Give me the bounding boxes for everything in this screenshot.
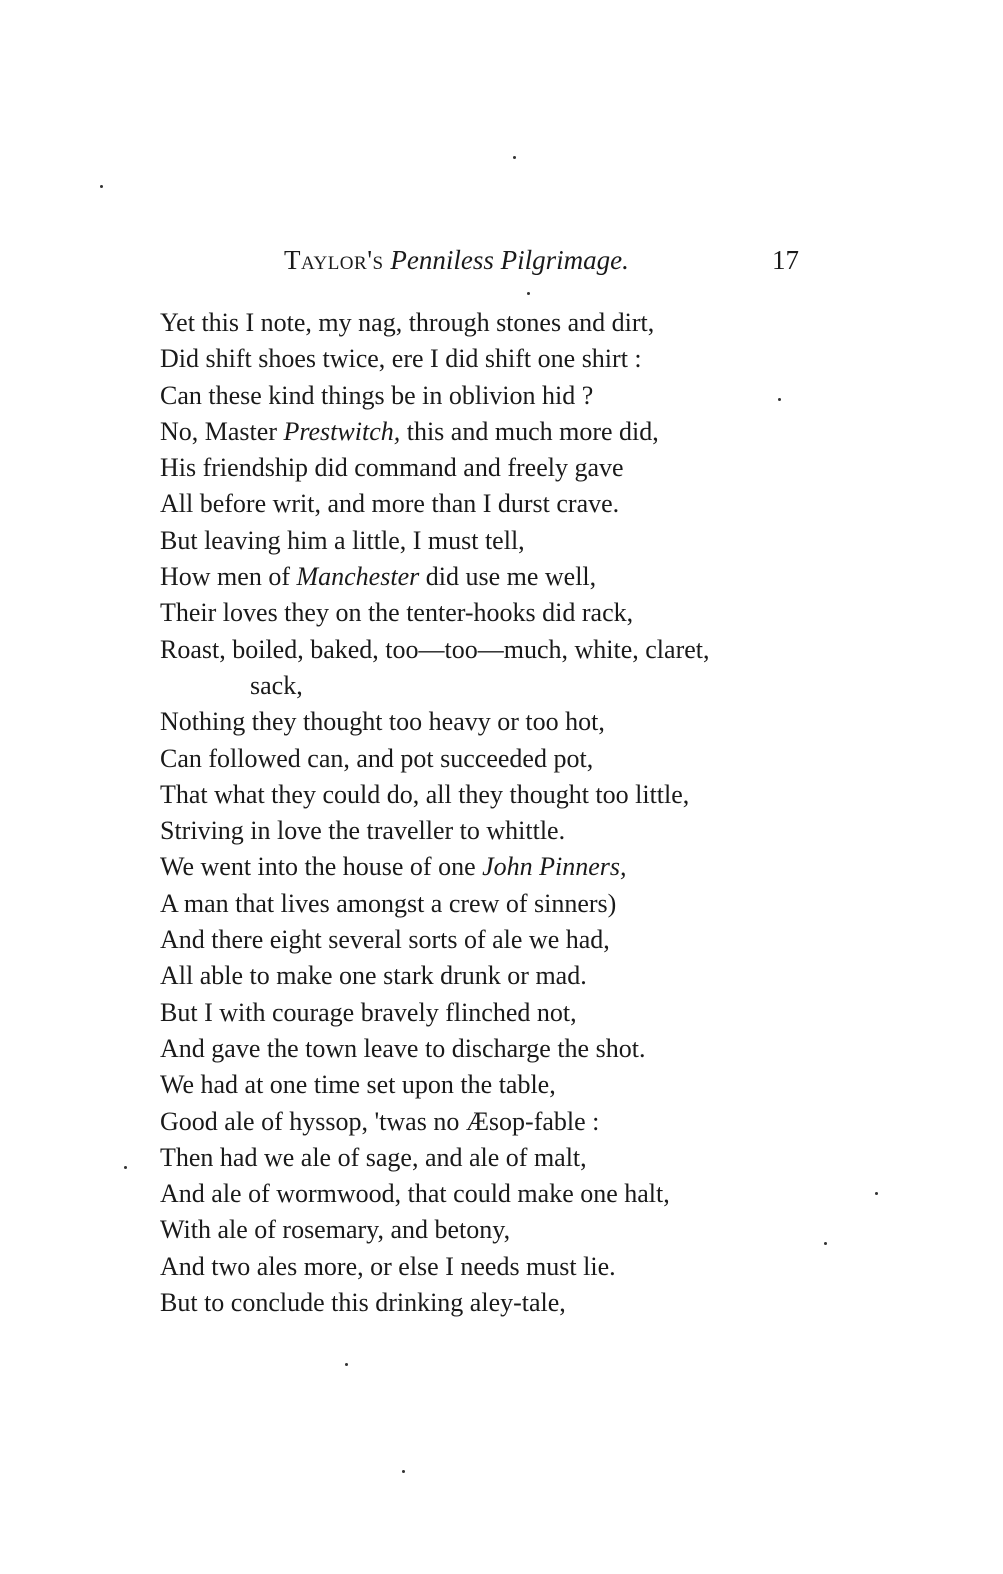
poem-line: [160, 1176, 860, 1212]
line-text: All able to make one stark drunk or mad.: [160, 961, 587, 991]
scan-speck: [124, 1166, 127, 1169]
line-text: Good ale of hyssop, 'twas no Æsop-fable :: [160, 1106, 600, 1136]
scan-speck: [875, 1192, 878, 1195]
scan-speck: [824, 1242, 827, 1245]
poem-line: [160, 777, 860, 813]
poem-line: [160, 1067, 860, 1103]
line-text: Can followed can, and pot succeeded pot,: [160, 743, 594, 773]
scan-speck: [527, 292, 530, 295]
line-text: But I with courage bravely flinched not,: [160, 997, 577, 1027]
scan-speck: [778, 398, 781, 401]
poem-line: [160, 886, 860, 922]
line-text: this and much more did,: [400, 416, 659, 446]
italic-name: Manchester: [296, 562, 420, 592]
poem-line: [160, 704, 860, 740]
line-text: With ale of rosemary, and betony,: [160, 1215, 511, 1245]
running-head: [284, 240, 629, 280]
line-text: But leaving him a little, I must tell,: [160, 525, 525, 555]
line-text: did use me well,: [419, 562, 597, 592]
line-text: Can these kind things be in oblivion hid ?: [160, 380, 594, 410]
line-text: Yet this I note, my nag, through stones and dirt,: [160, 308, 655, 337]
scan-speck: [345, 1363, 348, 1366]
line-text: A man that lives amongst a crew of sinners): [160, 888, 617, 918]
poem-line: [160, 632, 860, 668]
poem-line: [160, 849, 860, 885]
italic-name: Prestwitch,: [283, 416, 401, 446]
line-text: Their loves they on the tenter-hooks did rack,: [160, 598, 634, 628]
line-text: His friendship did command and freely gave: [160, 453, 624, 483]
poem-line: [160, 1212, 860, 1248]
line-text: But to conclude this drinking aley-tale,: [160, 1288, 566, 1318]
poem-line-continuation: [160, 668, 860, 704]
poem-line: [160, 813, 860, 849]
poem-line: [160, 1031, 860, 1067]
poem-line: [160, 1249, 860, 1285]
line-text: That what they could do, all they thought too little,: [160, 779, 690, 809]
line-text: No, Master: [160, 416, 284, 446]
page-header: [284, 240, 824, 280]
scan-speck: [513, 156, 516, 159]
line-text: We had at one time set upon the table,: [160, 1070, 556, 1100]
poem-text: [160, 305, 860, 1321]
line-text: And there eight several sorts of ale we had,: [160, 925, 610, 955]
poem-line: [160, 486, 860, 522]
scan-speck: [100, 185, 103, 188]
poem-line: [160, 1104, 860, 1140]
line-text: We went into the house of one: [160, 852, 483, 882]
poem-line: [160, 922, 860, 958]
poem-line: [160, 995, 860, 1031]
poem-line: [160, 559, 860, 595]
line-text: Then had we ale of sage, and ale of malt,: [160, 1142, 587, 1172]
line-text: Nothing they thought too heavy or too hot,: [160, 707, 605, 737]
poem-line: [160, 378, 860, 414]
poem-line: [160, 1285, 860, 1321]
poem-line: [160, 523, 860, 559]
line-text: Striving in love the traveller to whittle.: [160, 816, 566, 846]
running-head-author: Taylor's: [284, 245, 384, 275]
italic-name: John Pinners,: [482, 852, 627, 882]
poem-line: [160, 305, 860, 341]
page-number: 17: [772, 245, 799, 275]
running-head-title: Penniless Pilgrimage.: [390, 245, 629, 275]
poem-line: [160, 341, 860, 377]
line-text: All before writ, and more than I durst crave.: [160, 489, 620, 519]
poem-line: [160, 741, 860, 777]
poem-line: [160, 414, 860, 450]
poem-line: [160, 958, 860, 994]
line-text: How men of: [160, 562, 297, 592]
scan-speck: [402, 1470, 405, 1473]
line-text: And gave the town leave to discharge the shot.: [160, 1033, 646, 1063]
poem-line: [160, 595, 860, 631]
poem-line: [160, 1140, 860, 1176]
line-text: And ale of wormwood, that could make one halt,: [160, 1179, 670, 1209]
line-text: And two ales more, or else I needs must lie.: [160, 1251, 616, 1281]
line-text: sack,: [250, 670, 303, 700]
line-text: Did shift shoes twice, ere I did shift one shirt :: [160, 344, 642, 374]
poem-line: [160, 450, 860, 486]
line-text: Roast, boiled, baked, too—too—much, white, claret,: [160, 634, 710, 664]
